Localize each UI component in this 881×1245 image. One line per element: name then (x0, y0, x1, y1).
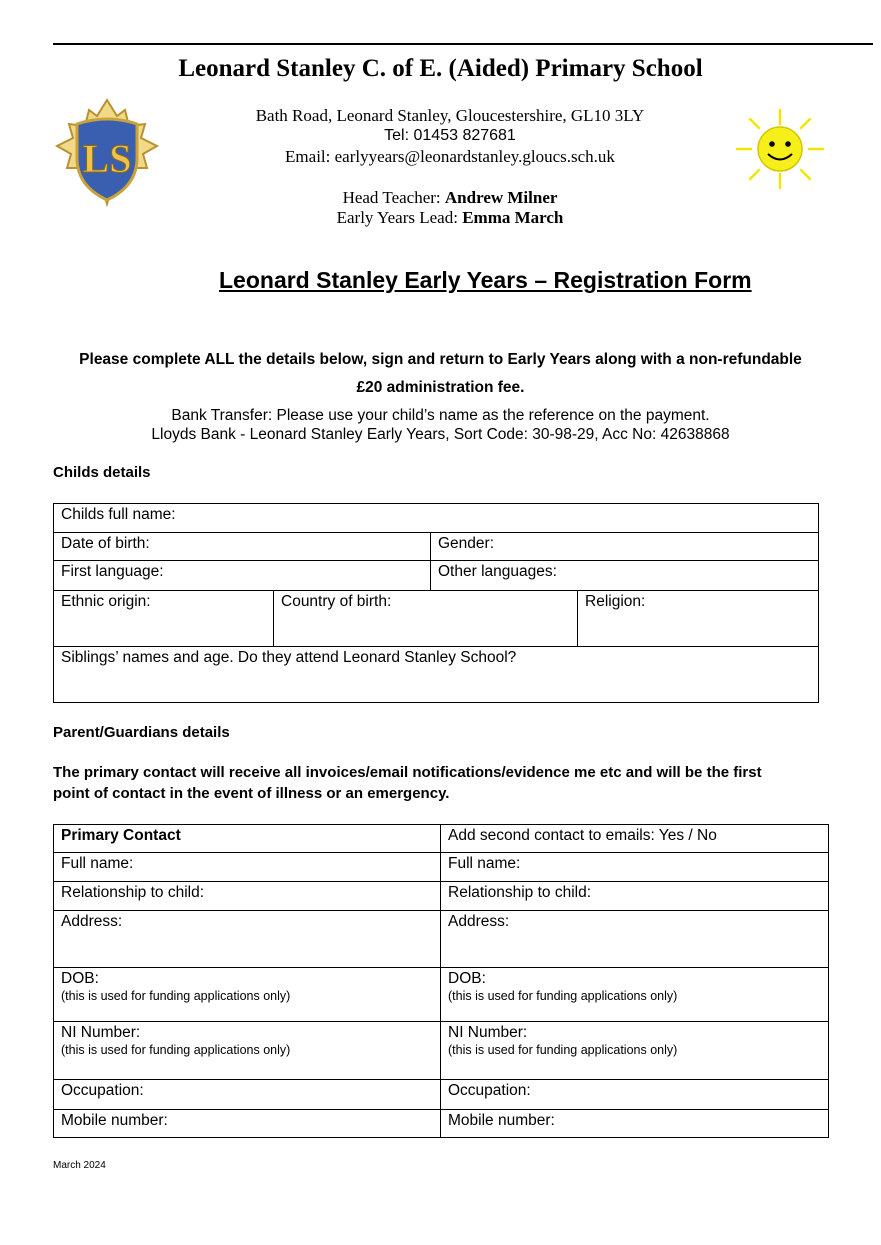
child-first-language-field[interactable]: First language: (54, 561, 431, 591)
second-ni-label: NI Number: (448, 1024, 528, 1041)
head-teacher (250, 188, 650, 208)
second-relationship-field[interactable]: Relationship to child: (441, 882, 829, 911)
second-dob-label: DOB: (448, 970, 486, 987)
intro-instruction-line2: £20 administration fee. (356, 379, 525, 396)
primary-address-field[interactable]: Address: (54, 911, 441, 968)
early-years-lead (250, 208, 650, 228)
primary-relationship-field[interactable]: Relationship to child: (54, 882, 441, 911)
early-years-lead-label: Early Years Lead: (336, 208, 463, 227)
child-details-table (53, 503, 819, 703)
form-title: Leonard Stanley Early Years – Registration Form (219, 267, 752, 293)
smiling-sun-icon (735, 108, 825, 190)
primary-contact-note-line2: point of contact in the event of illness or an emergency. (53, 785, 450, 802)
bank-account-details: Lloyds Bank - Leonard Stanley Early Years, Sort Code: 30-98-29, Acc No: 42638868 (151, 426, 730, 443)
head-teacher-name: Andrew Milner (444, 188, 558, 207)
parent-details-heading: Parent/Guardians details (53, 724, 230, 741)
parent-details-table (53, 824, 829, 1138)
primary-dob-funding-note: (this is used for funding applications only) (61, 989, 291, 1003)
primary-ni-label: NI Number: (61, 1024, 141, 1041)
second-mobile-field[interactable]: Mobile number: (441, 1110, 829, 1138)
primary-ni-funding-note: (this is used for funding applications only) (61, 1043, 291, 1057)
primary-contact-note-line1: The primary contact will receive all invoices/email notifications/evidence me etc and will be the first (53, 764, 762, 781)
school-email: Email: earlyyears@leonardstanley.gloucs.sch.uk (285, 147, 615, 166)
second-ni-number-field[interactable] (441, 1022, 829, 1080)
primary-mobile-field[interactable]: Mobile number: (54, 1110, 441, 1138)
child-ethnic-origin-field[interactable]: Ethnic origin: (54, 591, 274, 647)
second-dob-funding-note: (this is used for funding applications only) (448, 989, 678, 1003)
primary-contact-header: Primary Contact (54, 825, 441, 853)
child-country-of-birth-field[interactable]: Country of birth: (274, 591, 578, 647)
second-dob-field[interactable] (441, 968, 829, 1022)
child-full-name-field[interactable]: Childs full name: (54, 504, 819, 533)
child-dob-field[interactable]: Date of birth: (54, 533, 431, 561)
school-crest-logo (55, 96, 159, 210)
school-telephone: Tel: 01453 827681 (384, 127, 516, 144)
school-name: Leonard Stanley C. of E. (Aided) Primary School (178, 55, 703, 82)
school-address: Bath Road, Leonard Stanley, Gloucestershire, GL10 3LY (255, 106, 645, 125)
child-religion-field[interactable]: Religion: (578, 591, 819, 647)
child-other-languages-field[interactable]: Other languages: (431, 561, 819, 591)
siblings-field[interactable]: Siblings’ names and age. Do they attend Leonard Stanley School? (54, 647, 819, 703)
second-contact-emails-option[interactable]: Add second contact to emails: Yes / No (441, 825, 829, 853)
intro-instruction-line1: Please complete ALL the details below, sign and return to Early Years along with a non-refundable (79, 351, 802, 368)
primary-full-name-field[interactable]: Full name: (54, 853, 441, 882)
early-years-lead-name: Emma March (462, 208, 564, 227)
second-full-name-field[interactable]: Full name: (441, 853, 829, 882)
header-rule (53, 43, 873, 45)
primary-occupation-field[interactable]: Occupation: (54, 1080, 441, 1110)
child-gender-field[interactable]: Gender: (431, 533, 819, 561)
primary-dob-label: DOB: (61, 970, 99, 987)
primary-dob-field[interactable] (54, 968, 441, 1022)
second-address-field[interactable]: Address: (441, 911, 829, 968)
crest-monogram: LS (82, 136, 132, 181)
head-teacher-label: Head Teacher: (342, 188, 445, 207)
second-occupation-field[interactable]: Occupation: (441, 1080, 829, 1110)
bank-transfer-note: Bank Transfer: Please use your child’s name as the reference on the payment. (171, 407, 710, 424)
child-details-heading: Childs details (53, 464, 151, 481)
primary-ni-number-field[interactable] (54, 1022, 441, 1080)
footer-date: March 2024 (53, 1160, 106, 1171)
second-ni-funding-note: (this is used for funding applications only) (448, 1043, 678, 1057)
